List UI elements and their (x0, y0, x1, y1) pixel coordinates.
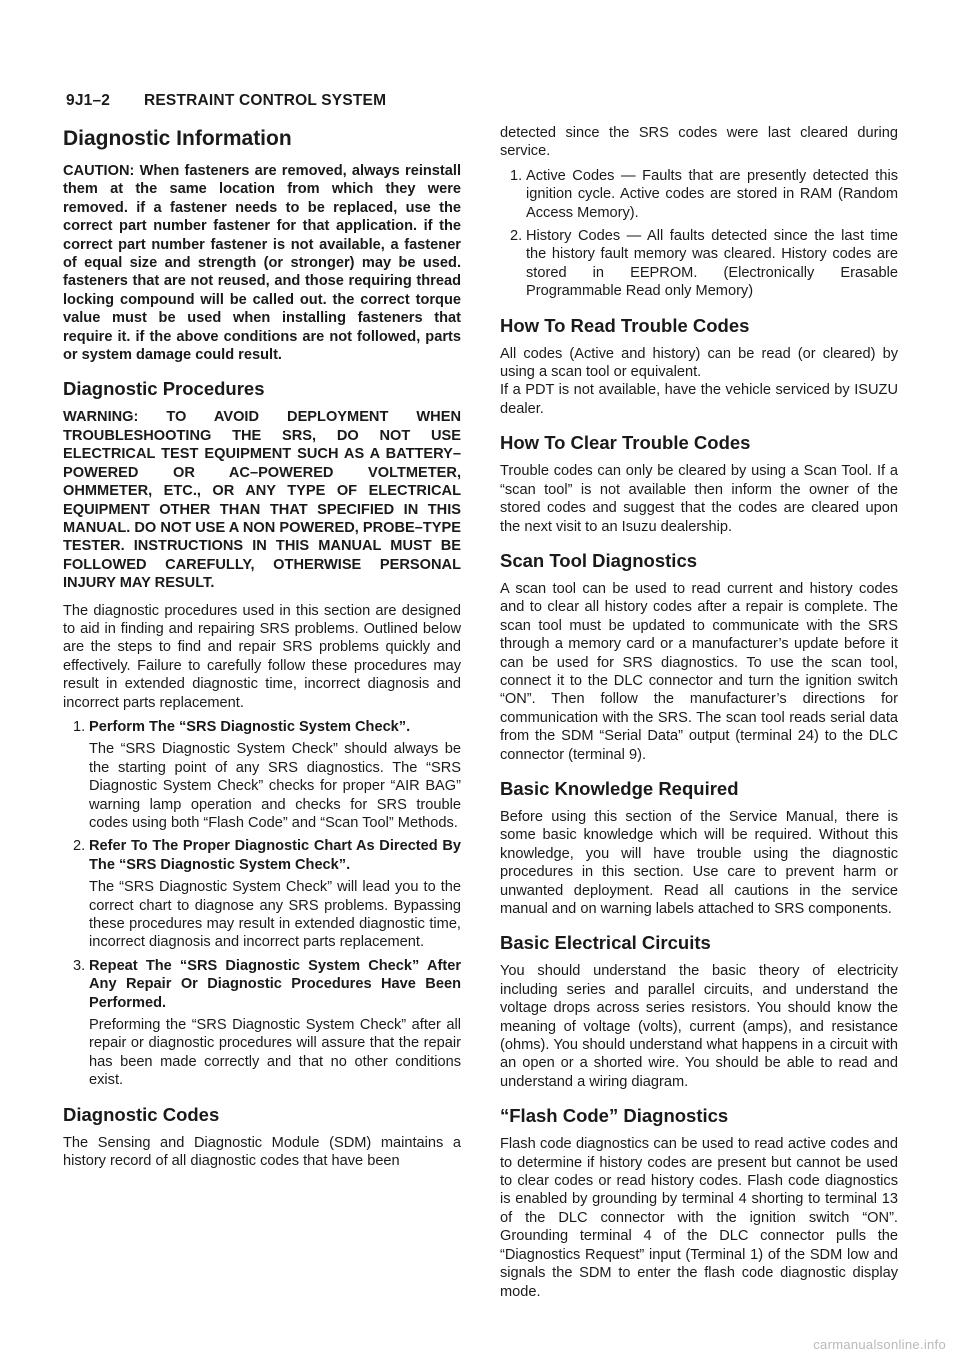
electrical-circuits-text: You should understand the basic theory of electricity including series and parallel circuits, and understand the voltage drops across series resistors. You should know the meaning of voltage (volts), current (amps), and resistance (ohms). You should understand what happens in a circuit with an open or a shorted wire. You should be able to read and understand a wiring diagram. (500, 963, 898, 1090)
read-codes-text-2: If a PDT is not available, have the vehicle serviced by ISUZU dealer. (500, 382, 898, 417)
read-codes-heading: How To Read Trouble Codes (500, 314, 750, 336)
clear-codes-text: Trouble codes can only be cleared by using a Scan Tool. If a “scan tool” is not available then inform the owner of the stored codes and suggest that the codes are cleared upon the next visit to an Isuzu dealership. (500, 463, 898, 535)
step-number: 2. (73, 838, 86, 855)
procedure-step (63, 837, 461, 951)
page-number: 9J1–2 (66, 92, 111, 109)
procedure-step (63, 957, 461, 1090)
code-type-item (500, 167, 898, 222)
step-number: 3. (73, 957, 86, 974)
caution-notice: CAUTION: When fasteners are removed, always reinstall them at the same location from which they were removed. if a fastener needs to be replaced, use the correct part number fastener for that application. if the correct part number fastener is not available, a fastener of equal size and strength (or stronger) may be used. fasteners that are not reused, and those requiring thread locking compound will be called out. the correct torque value must be used when installing fasteners that require it. if the above conditions are not followed, parts or system damage could result. (63, 163, 461, 364)
step-title: Repeat The “SRS Diagnostic System Check” After Any Repair Or Diagnostic Procedures Have Been Performed. (89, 957, 461, 1011)
read-codes-text: All codes (Active and history) can be read (or cleared) by using a scan tool or equivalent. (500, 345, 898, 381)
step-body: The “SRS Diagnostic System Check” will lead you to the correct chart to diagnose any SRS problems. Bypassing these procedures may result in extended diagnostic time, incorrect diagnosis and incorrect parts replacement. (89, 879, 461, 951)
item-number: 1. (510, 167, 523, 184)
basic-knowledge-heading: Basic Knowledge Required (500, 777, 739, 799)
item-text: History Codes — All faults detected since the last time the history fault memory was cleared. History codes are stored in EEPROM. (Electronically Erasable Programmable Read only Memory) (526, 228, 898, 300)
page-header (66, 92, 386, 110)
basic-knowledge-text: Before using this section of the Service Manual, there is some basic knowledge which will be required. Without this knowledge, you will have trouble using the diagnostic procedures in this section. Use care to prevent harm or unwanted deployment. Read all cautions in the service manual and on warning labels attached to SRS components. (500, 808, 898, 917)
left-column (63, 122, 461, 1177)
item-text: Active Codes — Faults that are presently detected this ignition cycle. Active codes are stored in RAM (Random Access Memory). (526, 167, 898, 221)
step-body: Preforming the “SRS Diagnostic System Check” after all repair or diagnostic procedures will assure that the repair has been made correctly and that no other conditions exist. (89, 1017, 461, 1089)
scan-tool-text: A scan tool can be used to read current and history codes and to clear all history codes after a repair is complete. The scan tool must be updated to communicate with the SRS through a memory card or a manufacturer’s update before it can be used for SRS diagnostics. To use the scan tool, connect it to the DLC connector and turn the ignition switch “ON”. Then follow the manufacturer’s directions for communication with the SRS. The scan tool reads serial data from the SDM “Serial Data” output (terminal 24) to the DLC connector (terminal 9). (500, 580, 898, 763)
procedure-steps (63, 718, 461, 1090)
page-title: Diagnostic Information (63, 127, 292, 150)
section-title: RESTRAINT CONTROL SYSTEM (144, 92, 387, 109)
diagnostic-codes-heading: Diagnostic Codes (63, 1103, 220, 1125)
clear-codes-heading: How To Clear Trouble Codes (500, 432, 751, 454)
step-title: Perform The “SRS Diagnostic System Check”. (89, 718, 411, 735)
procedures-intro: The diagnostic procedures used in this section are designed to aid in finding and repairing SRS problems. Outlined below are the steps to find and repair SRS problems quickly and effectively. Failure to carefully follow these procedures may result in extended diagnostic time, incorrect diagnosis and incorrect parts replacement. (63, 602, 461, 711)
step-body: The “SRS Diagnostic System Check” should always be the starting point of any SRS diagnostics. The “SRS Diagnostic System Check” checks for proper “AIR BAG” warning lamp operation and checks for SRS trouble codes using both “Flash Code” and “Scan Tool” Methods. (89, 741, 461, 831)
step-number: 1. (73, 718, 86, 735)
procedure-step (63, 718, 461, 832)
watermark: carmanualsonline.info (813, 1337, 946, 1352)
code-type-item (500, 227, 898, 301)
flash-code-text: Flash code diagnostics can be used to read active codes and to determine if history codes are present but cannot be used to clear codes or read history codes. Flash code diagnostics is enabled by grounding by terminal 4 shorting to terminal 13 of the DLC connector with the ignition switch “ON”. Grounding terminal 4 of the DLC connector pulls the “Diagnostics Request” input (Terminal 1) of the SDM low and signals the SDM to enter the flash code diagnostic display mode. (500, 1136, 898, 1300)
right-column (500, 124, 898, 1307)
scan-tool-heading: Scan Tool Diagnostics (500, 549, 698, 571)
diagnostic-codes-text: The Sensing and Diagnostic Module (SDM) maintains a history record of all diagnostic codes that have been (63, 1134, 461, 1170)
item-number: 2. (510, 228, 523, 245)
flash-code-heading: “Flash Code” Diagnostics (500, 1105, 729, 1127)
warning-notice: WARNING: TO AVOID DEPLOYMENT WHEN TROUBLESHOOTING THE SRS, DO NOT USE ELECTRICAL TEST EQUIPMENT SUCH AS A BATTERY–POWERED OR AC–POWERED VOLTMETER, OHMMETER, ETC., OR ANY TYPE OF ELECTRICAL EQUIPMENT OTHER THAN THAT SPECIFIED IN THIS MANUAL. DO NOT USE A NON POWERED, PROBE–TYPE TESTER. INSTRUCTIONS IN THIS MANUAL MUST BE FOLLOWED CAREFULLY, OTHERWISE PERSONAL INJURY MAY RESULT. (63, 409, 461, 592)
code-types-list (500, 167, 898, 301)
diagnostic-procedures-heading: Diagnostic Procedures (63, 378, 265, 400)
step-title: Refer To The Proper Diagnostic Chart As Directed By The “SRS Diagnostic System Check”. (89, 838, 461, 873)
electrical-circuits-heading: Basic Electrical Circuits (500, 932, 711, 954)
diagnostic-codes-continued: detected since the SRS codes were last cleared during service. (500, 125, 898, 160)
